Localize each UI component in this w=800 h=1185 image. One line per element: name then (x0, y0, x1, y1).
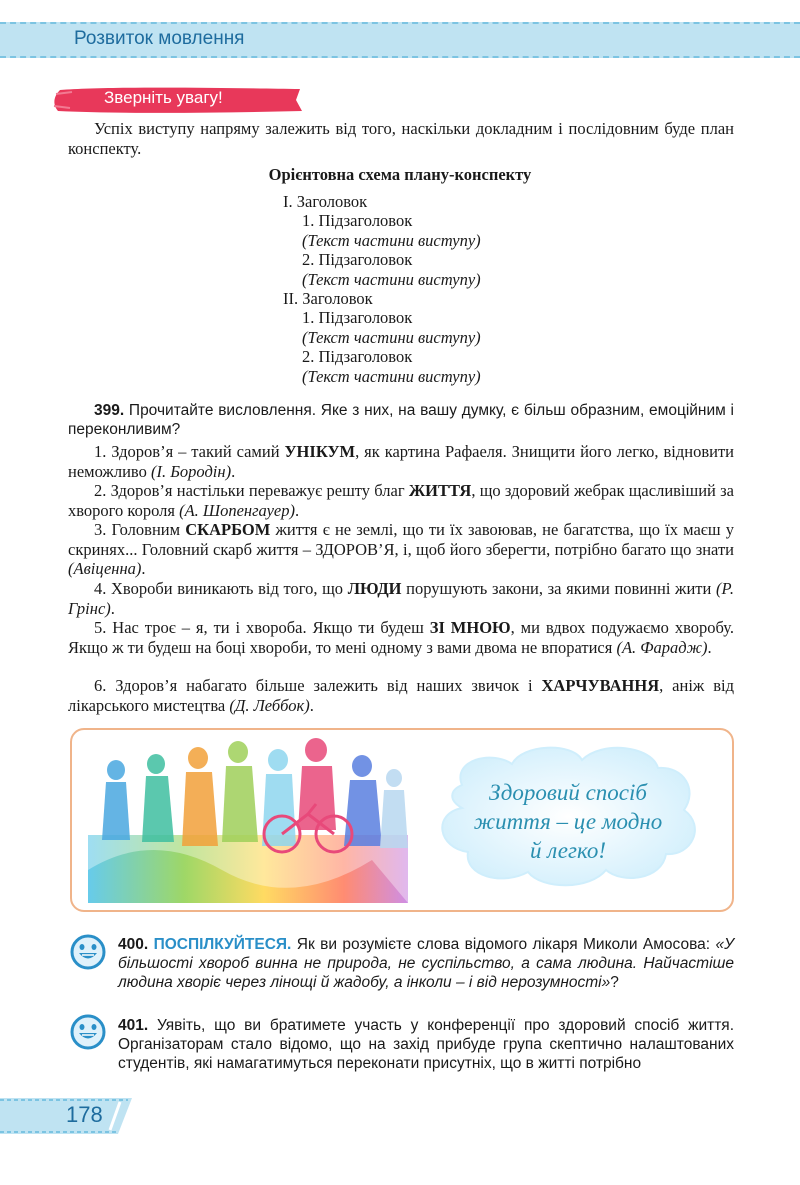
smile-icon (70, 934, 106, 970)
smile-icon (70, 1014, 106, 1050)
quote-text: . (141, 559, 146, 578)
intro-paragraph: Успіх виступу напряму залежить від того, наскільки докладним і послідовним буде план конспекту. (68, 119, 734, 158)
plan-line: (Текст частини виступу) (302, 270, 481, 289)
plan-line: 2. Підзаголовок (302, 347, 413, 366)
task-399 (68, 401, 734, 439)
task-text: ? (610, 974, 619, 991)
quote-keyword: УНІКУМ (284, 442, 356, 461)
quote-text: , як картина Рафаеля. Знищити його легко, відновити неможливо (68, 442, 734, 481)
quote-text: . (110, 598, 115, 618)
plan-line: (Текст частини виступу) (302, 328, 481, 347)
banner-slogan (438, 778, 698, 865)
plan-line: (Текст частини виступу) (302, 231, 481, 250)
plan-line: 1. Підзаголовок (302, 308, 413, 327)
quote-text: 2. Здоров’я настільки переважує решту благ (94, 481, 409, 500)
quote-item (68, 579, 734, 618)
quote-text: . (294, 500, 300, 520)
quote-text: 5. Нас троє – я, ти і хвороба. Якщо ти будеш (94, 618, 430, 637)
quote-item (68, 676, 734, 715)
task-text: Прочитайте висловлення. Яке з них, на вашу думку, є більш образним, емоційним і переконливим? (68, 402, 734, 438)
quote-author: (Р. Грінс) (68, 579, 734, 618)
plan-line: 1. Підзаголовок (302, 211, 413, 230)
attention-label: Зверніть увагу! (104, 88, 223, 107)
task-text: Як ви розумієте слова відомого лікаря Миколи Амосова: (291, 936, 716, 953)
quote-author: (А. Фарадж) (616, 637, 708, 657)
task-number: 401. (118, 1017, 149, 1034)
quote-author: (Авіценна) (68, 559, 142, 578)
task-quote: «У більшості хвороб винна не природа, не суспільство, а сама людина. Найчастіше людина хворіє через лінощі й жадобу, а інколи – і від нерозумності» (118, 936, 734, 991)
quote-keyword: ЖИТТЯ (408, 481, 472, 500)
quote-author: (І. Бородін) (150, 461, 232, 481)
quote-text: 3. Головним (94, 520, 186, 539)
section-title: Розвиток мовлення (74, 28, 245, 49)
quote-keyword: ЗІ МНОЮ (429, 618, 511, 637)
banner-line: Здоровий спосіб (489, 780, 647, 805)
plan-title: Орієнтовна схема плану-конспекту (268, 165, 532, 184)
quote-item (68, 520, 734, 579)
quote-text: . (309, 695, 314, 715)
task-number: 400. (118, 936, 149, 953)
quote-author: (А. Шопенгауер) (179, 500, 295, 520)
task-400 (118, 935, 734, 992)
quote-item (68, 481, 734, 520)
quote-text: . (707, 637, 712, 657)
quote-item (68, 618, 734, 657)
quote-keyword: СКАРБОМ (185, 520, 271, 539)
plan-line: 2. Підзаголовок (302, 250, 413, 269)
quote-text: . (231, 461, 236, 481)
quote-text: порушують закони, за якими повинні жити (401, 579, 716, 598)
plan-line: II. Заголовок (283, 289, 373, 308)
quote-text: життя є не землі, що ти їх завоював, не багатства, що їх маєш у скринях... Головний скарб життя – ЗДОРОВ’Я, і, щоб його зберегти, потрібно багато що знати (68, 520, 734, 559)
plan-line: (Текст частини виступу) (302, 367, 481, 386)
task-label: ПОСПІЛКУЙТЕСЯ. (153, 936, 292, 953)
banner-line: життя – це модно (473, 809, 663, 834)
plan-line: I. Заголовок (283, 192, 368, 211)
healthy-lifestyle-banner (70, 728, 734, 912)
page-number: 178 (66, 1102, 103, 1127)
quote-text: , ми вдвох подужаємо хворобу. Якщо ж ти будеш на боці хвороби, то мені одному з вами двома не впоратися (68, 618, 734, 657)
quote-keyword: ХАРЧУВАННЯ (541, 676, 660, 695)
task-text: Уявіть, що ви братимете участь у конференції про здоровий спосіб життя. Організаторам стало відомо, що на захід прибуде група скептично налаштованих студентів, які намагатимуться переконати присутніх, що в житті потрібно (118, 1017, 734, 1072)
quote-text: 6. Здоров’я набагато більше залежить від наших звичок і (94, 676, 542, 695)
quote-item (68, 442, 734, 481)
banner-line: й легко! (529, 838, 607, 863)
quote-text: 1. Здоров’я – такий самий (94, 442, 285, 461)
quote-text: , аніж від лікарського мистецтва (68, 676, 734, 715)
quote-keyword: ЛЮДИ (347, 579, 402, 598)
quote-text: , що здоровий жебрак щасливіший за хворого короля (68, 481, 734, 520)
quote-author: (Д. Леббок) (229, 695, 310, 715)
task-number: 399. (94, 402, 125, 419)
quote-text: 4. Хвороби виникають від того, що (94, 579, 348, 598)
task-401 (118, 1016, 734, 1073)
